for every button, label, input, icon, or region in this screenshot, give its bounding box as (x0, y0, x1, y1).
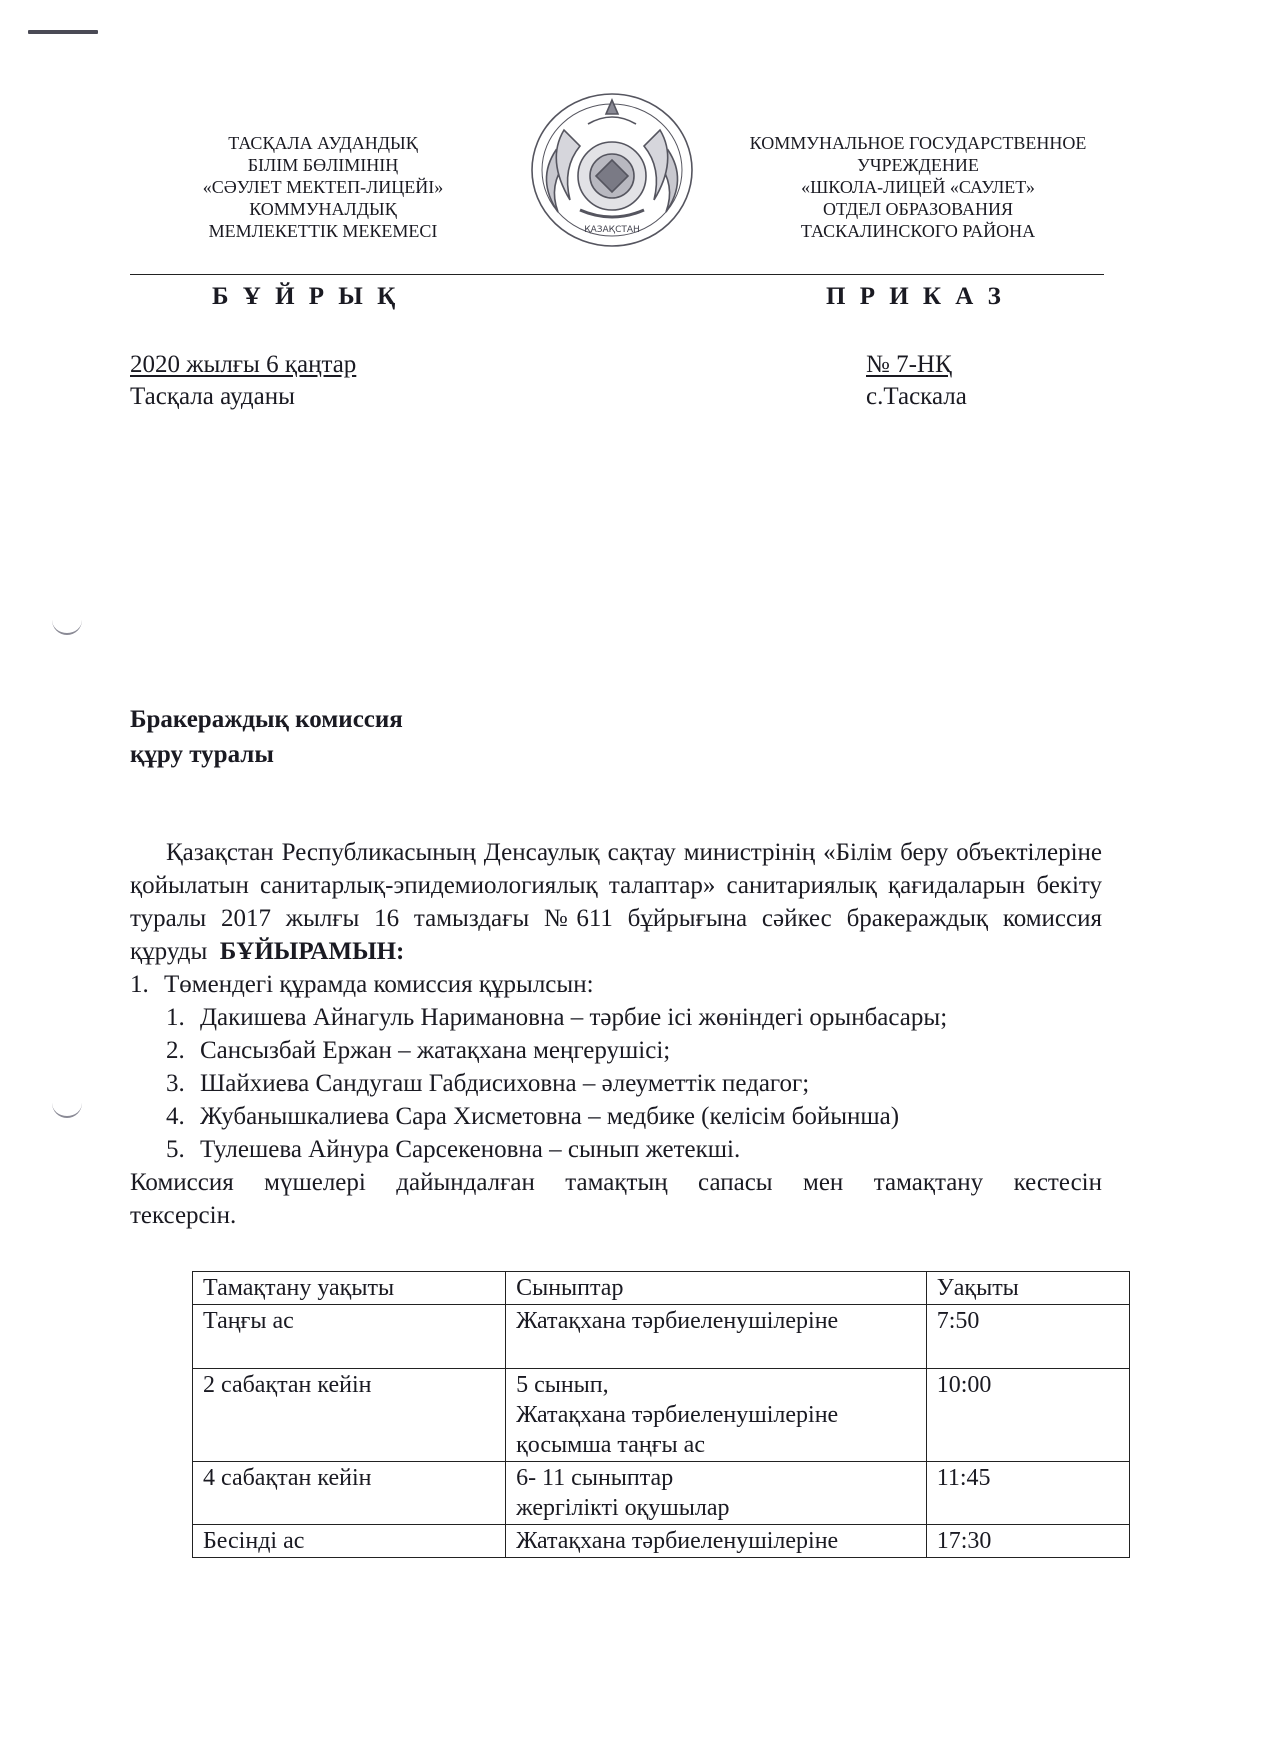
classes-cell: 5 сынып, Жатақхана тәрбиеленушілеріне қосымша таңғы ас (506, 1369, 927, 1462)
header-right-line: «ШКОЛА-ЛИЦЕЙ «САУЛЕТ» (801, 177, 1035, 197)
decree-word: БҰЙЫРАМЫН: (219, 938, 405, 965)
emblem-lettering: ҚАЗАҚСТАН (584, 225, 640, 235)
table-row (193, 1369, 1130, 1462)
table-row (193, 1462, 1130, 1525)
member-item: 2. Сансызбай Ержан – жатақхана меңгерушісі; (166, 1037, 671, 1064)
header-right-line: УЧРЕЖДЕНИЕ (857, 155, 979, 175)
header-left-line: БІЛІМ БӨЛІМІНІҢ (247, 155, 399, 175)
order-body (130, 836, 1102, 1232)
order-title-ru: П Р И К А З (826, 283, 1005, 310)
header-right-org (738, 132, 1098, 242)
member-item: 5. Тулешева Айнура Сарсекеновна – сынып жетекші. (166, 1136, 741, 1163)
state-emblem (526, 90, 698, 250)
time-cell: 10:00 (926, 1369, 1129, 1462)
classes-cell: 6- 11 сыныптар жергілікті оқушылар (506, 1462, 927, 1525)
member-item: 1. Дакишева Айнагуль Наримановна – тәрбие ісі жөніндегі орынбасары; (166, 1004, 948, 1031)
header-left-line: КОММУНАЛДЫҚ (249, 199, 397, 219)
meal-cell: 4 сабақтан кейін (193, 1462, 506, 1525)
order-subject (130, 702, 403, 772)
order-date: 2020 жылғы 6 қаңтар (130, 351, 357, 378)
meal-schedule-table (192, 1271, 1130, 1558)
order-title-kz: Б Ұ Й Р Ы Қ (212, 283, 400, 310)
table-row (193, 1305, 1130, 1369)
time-cell: 7:50 (926, 1305, 1129, 1369)
meal-cell: Бесінді ас (193, 1525, 506, 1558)
preamble-paragraph (130, 836, 1102, 968)
table-row (193, 1525, 1130, 1558)
header-left-line: МЕМЛЕКЕТТІК МЕКЕМЕСІ (208, 221, 438, 241)
closing-line: тексерсін. (130, 1202, 237, 1229)
scan-edge-mark (28, 30, 98, 34)
classes-cell: Жатақхана тәрбиеленушілеріне (506, 1305, 927, 1369)
closing-line: Комиссия мүшелері дайындалған тамақтың сапасы мен тамақтану кестесін (130, 1169, 1102, 1196)
time-cell: 11:45 (926, 1462, 1129, 1525)
table-header-row (193, 1272, 1130, 1305)
punch-hole-top (52, 615, 82, 635)
subject-line: Бракераждық комиссия (130, 706, 403, 733)
member-item: 3. Шайхиева Сандугаш Габдисиховна – әлеуметтік педагог; (166, 1070, 810, 1097)
subject-line: құру туралы (130, 741, 274, 768)
table-header-cell: Тамақтану уақыты (193, 1272, 506, 1305)
order-place-ru: с.Таскала (866, 383, 967, 410)
header-right-line: КОММУНАЛЬНОЕ ГОСУДАРСТВЕННОЕ (749, 133, 1087, 153)
preamble-text: Қазақстан Республикасының Денсаулық сақтау министрінің «Білім беру объектілеріне қойылатын санитарлық-эпидемиологиялық талаптар» санитариялық қағидаларын бекіту туралы 2017 жылғы 16 тамыздағы №611 бұйрығына сәйкес бракераждық комиссия құруды (130, 839, 1102, 965)
meal-cell: 2 сабақтан кейін (193, 1369, 506, 1462)
order-number: № 7-НҚ (866, 351, 952, 378)
table-header-cell: Уақыты (926, 1272, 1129, 1305)
header-right-line: ОТДЕЛ ОБРАЗОВАНИЯ (822, 199, 1014, 219)
header-left-line: ТАСҚАЛА АУДАНДЫҚ (228, 133, 418, 153)
time-cell: 17:30 (926, 1525, 1129, 1558)
list-item: 1. Төмендегі құрамда комиссия құрылсын: (130, 971, 594, 998)
table-header-cell: Сыныптар (506, 1272, 927, 1305)
punch-hole-bottom (52, 1098, 82, 1118)
header-divider (130, 274, 1104, 275)
meal-cell: Таңғы ас (193, 1305, 506, 1369)
member-item: 4. Жубанышкалиева Сара Хисметовна – медбике (келісім бойынша) (166, 1103, 900, 1130)
order-place-kz: Тасқала ауданы (130, 383, 295, 410)
classes-cell: Жатақхана тәрбиеленушілеріне (506, 1525, 927, 1558)
header-left-line: «СӘУЛЕТ МЕКТЕП-ЛИЦЕЙІ» (202, 177, 444, 197)
header-left-org (158, 132, 488, 242)
header-right-line: ТАСКАЛИНСКОГО РАЙОНА (800, 221, 1036, 241)
